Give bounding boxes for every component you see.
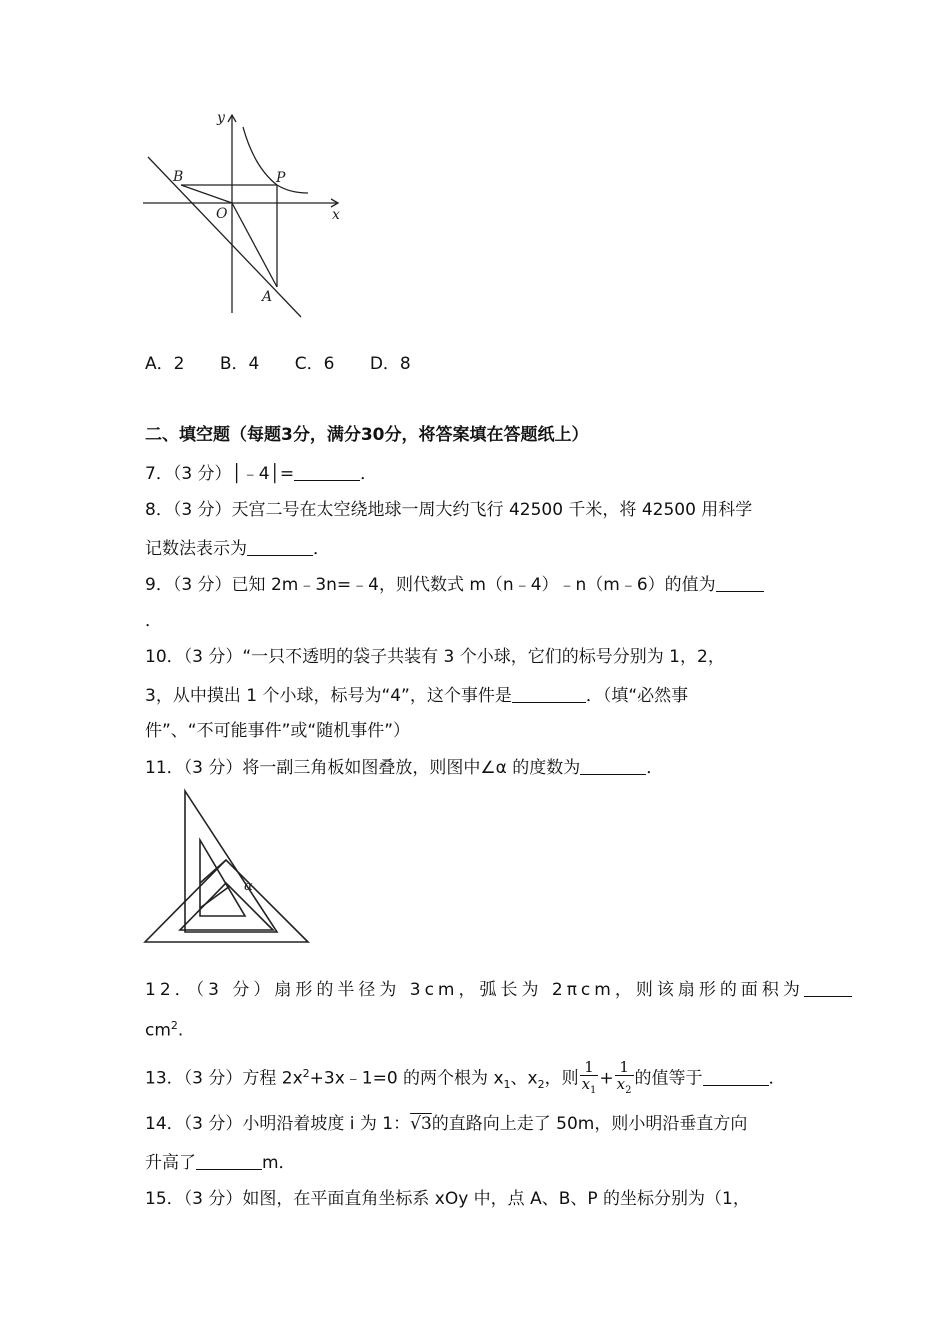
q14-text-c: 升高了 (145, 1153, 196, 1173)
q12-text: 12．（3 分）扇形的半径为 3cm，弧长为 2πcm，则该扇形的面积为 (145, 980, 804, 1000)
question-14 (145, 1113, 747, 1135)
choice-a: A．2 (145, 354, 185, 374)
question-11 (145, 756, 663, 779)
answer-blank (703, 1067, 769, 1086)
answer-blank (580, 756, 646, 775)
q13-sub-2: 2 (537, 1078, 545, 1092)
answer-blank (512, 684, 586, 703)
q13-text-b: +3x﹣1=0 的两个根为 x (309, 1068, 504, 1089)
question-10-line-2 (145, 684, 688, 707)
fraction-1-over-x2: $\frac{1}{x_2}$ (616, 1057, 632, 1096)
q12-unit: cm (145, 1020, 171, 1041)
q11-text: 11．（3 分）将一副三角板如图叠放，则图中∠α 的度数为 (145, 758, 581, 778)
q8-end: ． (313, 539, 330, 559)
q13-text-c: 、x (510, 1068, 538, 1089)
q8-text: 记数法表示为 (145, 539, 247, 559)
sqrt-3: √3 (410, 1114, 432, 1134)
answer-blank (247, 537, 313, 556)
q7-end: ． (360, 464, 378, 484)
graph-label-x: x (332, 207, 340, 223)
q14-end: m． (262, 1153, 296, 1173)
q13-text-a: 13．（3 分）方程 2x (145, 1068, 303, 1089)
q10-text-a: 3，从中摸出 1 个小球，标号为“4”，这个事件是 (145, 686, 512, 706)
choice-d: D．8 (369, 354, 411, 374)
set-squares-figure (140, 788, 315, 948)
q13-exponent: 2 (302, 1067, 310, 1080)
question-7 (145, 462, 377, 485)
q7-text: 7．（3 分）│﹣4│= (145, 464, 295, 484)
graph-label-origin: O (216, 206, 228, 222)
q10-text-b: ．（填“必然事 (585, 686, 689, 706)
question-13 (145, 1056, 786, 1096)
answer-blank (716, 573, 764, 592)
q12-end: . (177, 1020, 184, 1041)
graph-label-p: P (276, 170, 286, 186)
graph-label-y: y (217, 110, 225, 126)
question-14-line-2 (145, 1151, 296, 1174)
graph-label-a: A (262, 289, 273, 305)
choice-b: B．4 (219, 354, 260, 374)
answer-blank (196, 1151, 262, 1170)
question-9-line-2: ． (145, 611, 162, 631)
alpha-label: α (244, 879, 253, 894)
section-title: 二、填空题（每题3分，满分30分，将答案填在答题纸上） (145, 425, 589, 445)
q13-sub-1: 1 (503, 1078, 511, 1092)
fraction-1-over-x1: $\frac{1}{x_1}$ (581, 1057, 597, 1096)
question-9 (145, 573, 764, 596)
question-8-line-1: 8．（3 分）天宫二号在太空绕地球一周大约飞行 42500 千米，将 42500 用科学 (145, 500, 753, 520)
choice-c: C．6 (294, 354, 335, 374)
q12-unit-exponent: 2 (170, 1019, 178, 1032)
q13-plus: + (599, 1068, 614, 1089)
q9-text: 9．（3 分）已知 2m﹣3n=﹣4，则代数式 m（n﹣4）﹣n（m﹣6）的值为 (145, 575, 716, 595)
answer-blank (294, 462, 360, 481)
q14-text-b: 的直路向上走了 50m，则小明沿垂直方向 (431, 1114, 748, 1134)
question-10-line-1: 10．（3 分）“一只不透明的袋子共装有 3 个小球，它们的标号分别为 1，2， (145, 647, 725, 667)
question-8-line-2 (145, 537, 330, 560)
question-10-line-3: 件”、“不可能事件”或“随机事件”） (145, 721, 411, 741)
question-15: 15．（3 分）如图，在平面直角坐标系 xOy 中，点 A、B、P 的坐标分别为（1， (145, 1189, 750, 1209)
graph-label-b: B (173, 169, 184, 185)
question-12-line-2 (145, 1015, 183, 1042)
q13-end: ． (768, 1068, 786, 1089)
q13-text-d: ，则 (544, 1068, 579, 1089)
q13-text-e: 的值等于 (634, 1068, 703, 1089)
answer-blank (804, 978, 852, 997)
question-12 (145, 978, 852, 1001)
coordinate-graph-figure (140, 105, 355, 325)
q6-choices (145, 353, 441, 375)
q11-end: ． (646, 758, 664, 778)
q14-text-a: 14．（3 分）小明沿着坡度 i 为 1： (145, 1114, 411, 1134)
